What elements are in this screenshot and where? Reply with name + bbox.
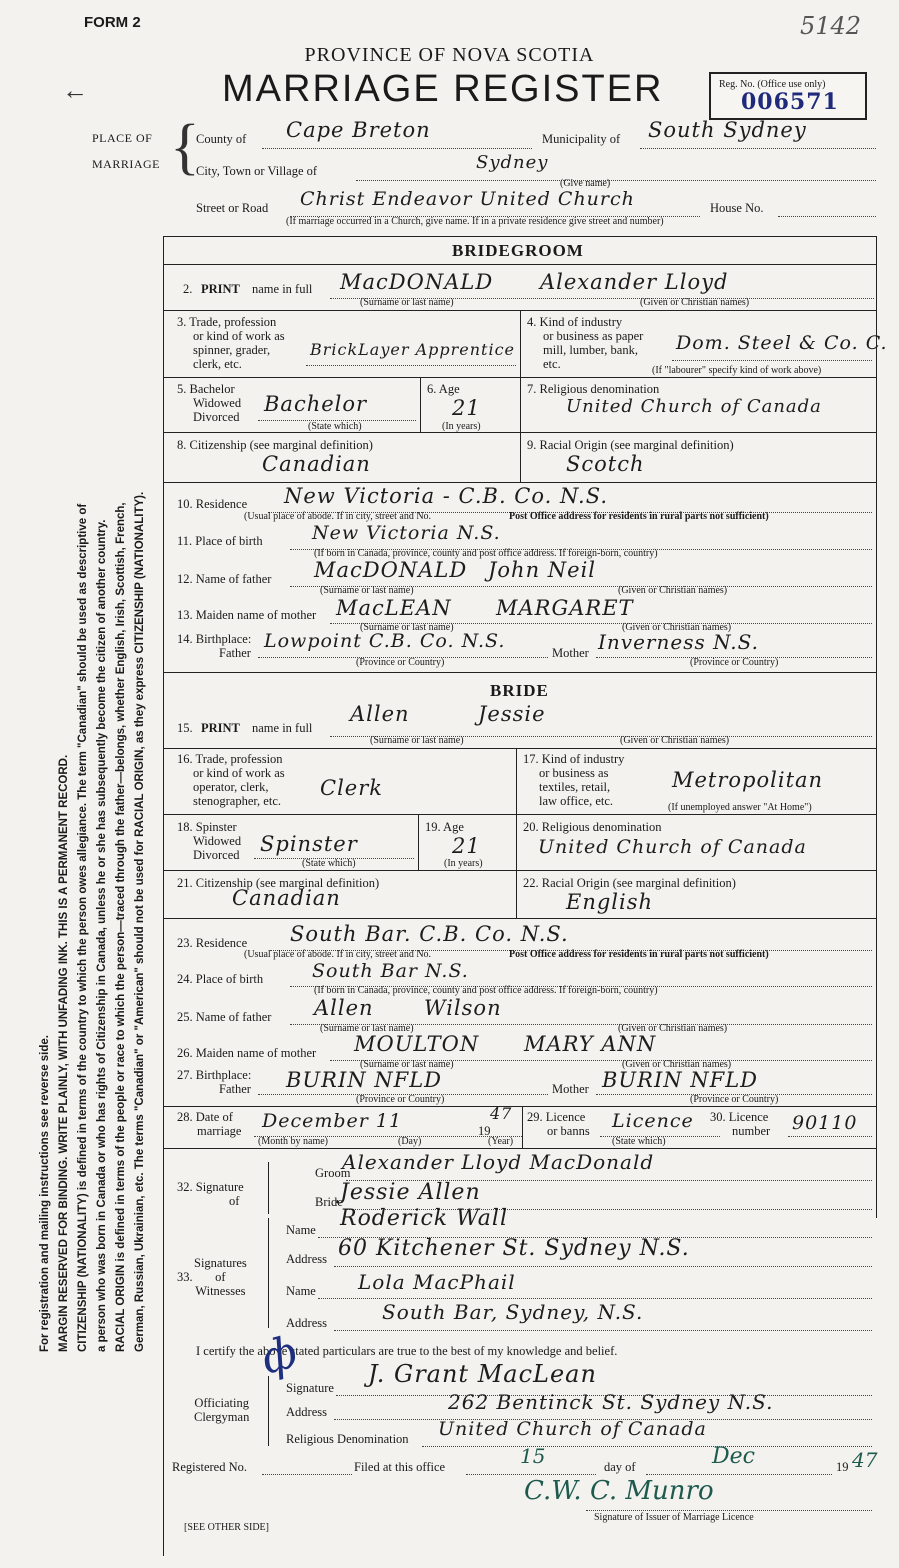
bride-given-caption: (Given or Christian names) [620, 735, 730, 746]
bride-mother-surname-caption: (Surname or last name) [360, 1059, 454, 1070]
field-4-note: (If "labourer" specify kind of work above) [652, 365, 822, 376]
filed-day: 15 [520, 1444, 546, 1468]
field-15-label: name in full [252, 721, 313, 735]
field-12-label: 12. Name of father [177, 572, 272, 586]
field-26-label: 26. Maiden name of mother [177, 1046, 317, 1060]
field-18-label: 18. Spinster Widowed Divorced [177, 820, 242, 862]
father-surname-caption: (Surname or last name) [320, 585, 414, 596]
bride-racial-origin: English [566, 890, 654, 914]
mother-given-caption: (Given or Christian names) [622, 622, 732, 633]
licence-number: 90110 [792, 1112, 858, 1134]
mother-surname-caption: (Surname or last name) [360, 622, 454, 633]
bride-mother-given-caption: (Given or Christian names) [622, 1059, 732, 1070]
province-heading: PROVINCE OF NOVA SCOTIA [304, 44, 595, 66]
field-15-number: 15. [177, 721, 193, 735]
field-7-label: 7. Religious denomination [527, 382, 660, 396]
bride-father-given-caption: (Given or Christian names) [618, 1023, 728, 1034]
witness1-address: 60 Kitchener St. Sydney N.S. [338, 1236, 690, 1261]
groom-birth-note: (If born in Canada, province, county and post office address. If foreign-born, country) [314, 548, 658, 559]
groom-residence: New Victoria - C.B. Co. N.S. [284, 484, 609, 508]
field-29-label: 29. Licence or banns [527, 1110, 590, 1138]
bride-religion: United Church of Canada [538, 836, 807, 858]
groom-res-note-b: Post Office address for residents in rural parts not sufficient) [509, 511, 769, 522]
field-33-label: Signatures of Witnesses [194, 1256, 247, 1298]
bridegroom-heading: BRIDEGROOM [452, 241, 584, 260]
clergy-address-label: Address [286, 1405, 327, 1419]
witness2-address-label: Address [286, 1316, 327, 1330]
groom-father-birthplace: Lowpoint C.B. Co. N.S. [264, 630, 506, 652]
witness2-name-label: Name [286, 1284, 316, 1298]
bride-father-given: Wilson [424, 996, 502, 1020]
groom-father-surname: MacDONALD [314, 558, 468, 582]
licence-state-caption: (State which) [612, 1136, 666, 1147]
groom-res-note-a: (Usual place of abode. If in city, street and No. [244, 511, 432, 522]
bride-heading: BRIDE [490, 681, 549, 700]
field-14-label: 14. Birthplace: Father [177, 632, 252, 660]
see-other-side: [SEE OTHER SIDE] [184, 1522, 269, 1533]
field-25-label: 25. Name of father [177, 1010, 272, 1024]
municipality-value: South Sydney [648, 118, 807, 142]
groom-given-caption: (Given or Christian names) [640, 297, 750, 308]
witness2-address: South Bar, Sydney, N.S. [382, 1300, 644, 1324]
field-24-label: 24. Place of birth [177, 972, 264, 986]
field-22-label: 22. Racial Origin (see marginal definition) [523, 876, 736, 890]
field-30-label: 30. Licence number [710, 1110, 771, 1138]
field-9-label: 9. Racial Origin (see marginal definition) [527, 438, 734, 452]
year-prefix: 19 [478, 1124, 491, 1138]
city-label: City, Town or Village of [196, 164, 318, 178]
bride-residence: South Bar. C.B. Co. N.S. [290, 922, 569, 946]
field-4-label: 4. Kind of industry or business as paper mill, lumber, bank, etc. [527, 315, 644, 371]
field-27-label: 27. Birthplace: Father [177, 1068, 252, 1096]
bride-trade: Clerk [320, 776, 383, 800]
bride-father-birthplace: BURIN NFLD [286, 1068, 443, 1092]
bride-birthplace: South Bar N.S. [312, 960, 469, 982]
bride-mother-prov-caption: (Province or Country) [690, 1094, 779, 1105]
field-16-label: 16. Trade, profession or kind of work as operator, clerk, stenographer, etc. [177, 752, 285, 808]
margin-line-4: a person who was born in Canada or who has rights of Citizenship in Canada, unless he or she has subsequently become the citizen of another country. [96, 519, 108, 1352]
street-value: Christ Endeavor United Church [300, 188, 635, 210]
bride-res-note-a: (Usual place of abode. If in city, street and No. [244, 949, 432, 960]
field-17-note: (If unemployed answer "At Home") [668, 802, 812, 813]
blue-pencil-mark: ф [255, 1326, 303, 1385]
field-28-label: 28. Date of marriage [177, 1110, 242, 1138]
clergy-signature: J. Grant MacLean [368, 1360, 597, 1388]
groom-mother-given: MARGARET [496, 596, 634, 620]
street-label: Street or Road [196, 201, 269, 215]
bride-surname: Allen [350, 702, 410, 726]
clergy-denomination-label: Religious Denomination [286, 1432, 409, 1446]
field-19-label: 19. Age [425, 820, 464, 834]
marriage-month-day: December 11 [262, 1110, 403, 1132]
clergy-address: 262 Bentinck St. Sydney N.S. [448, 1390, 774, 1414]
bride-signature: Jessie Allen [340, 1180, 481, 1205]
bride-father-surname-caption: (Surname or last name) [320, 1023, 414, 1034]
field-23-label: 23. Residence [177, 936, 248, 950]
county-value: Cape Breton [286, 118, 431, 142]
groom-age: 21 [452, 396, 481, 420]
page-title: MARRIAGE REGISTER [222, 68, 664, 110]
margin-line-1: For registration and mailing instructions see reverse side. [39, 1035, 51, 1352]
city-value: Sydney [476, 152, 549, 173]
bride-years-caption: (In years) [444, 858, 483, 869]
municipality-label: Municipality of [542, 132, 621, 146]
field-15-print: PRINT [201, 721, 240, 735]
registered-no-label: Registered No. [172, 1460, 247, 1474]
field-32-label: 32. Signature of [177, 1180, 244, 1208]
field-10-label: 10. Residence [177, 497, 248, 511]
field-13-label: 13. Maiden name of mother [177, 608, 317, 622]
registration-number-box [709, 72, 867, 120]
bride-birth-note: (If born in Canada, province, county and post office address. If foreign-born, country) [314, 985, 658, 996]
field-2-label: name in full [252, 282, 313, 296]
margin-line-2: MARGIN RESERVED FOR BINDING. WRITE PLAINLY, WITH UNFADING INK. THIS IS A PERMANENT RECORD. [58, 754, 70, 1352]
groom-birthplace: New Victoria N.S. [312, 522, 501, 544]
licence-or-banns: Licence [612, 1110, 694, 1132]
field-5-label: 5. Bachelor Widowed Divorced [177, 382, 242, 424]
bride-age: 21 [452, 834, 481, 858]
groom-years-caption: (In years) [442, 421, 481, 432]
mother-prov-caption: (Province or Country) [690, 657, 779, 668]
groom-mother-birthplace: Inverness N.S. [598, 630, 760, 654]
margin-line-5: RACIAL ORIGIN is defined in terms of the people or race to which the person—traced through the father—belongs, whether English, Irish, Scottish, French, [115, 502, 127, 1352]
groom-father-given: John Neil [488, 558, 597, 582]
groom-industry: Dom. Steel & Co. C. [676, 332, 888, 354]
groom-racial-origin: Scotch [566, 452, 645, 476]
bride-mother-surname: MOULTON [354, 1032, 480, 1056]
clergy-denomination: United Church of Canada [438, 1418, 707, 1440]
field-3-label: 3. Trade, profession or kind of work as spinner, grader, clerk, etc. [177, 315, 285, 371]
form-number: FORM 2 [84, 14, 141, 31]
bride-citizenship: Canadian [232, 886, 341, 910]
groom-citizenship: Canadian [262, 452, 371, 476]
house-no-label: House No. [710, 201, 764, 215]
bride-surname-caption: (Surname or last name) [370, 735, 464, 746]
bride-mother-label: Mother [552, 1082, 589, 1096]
marriage-year: 47 [490, 1104, 513, 1123]
groom-surname: MacDONALD [340, 270, 494, 294]
bride-industry: Metropolitan [672, 768, 824, 792]
marriage-heading: MARRIAGE [92, 157, 161, 171]
margin-line-3: CITIZENSHIP (NATIONALITY) is defined in terms of the country to which the person owes allegiance. The term "Canadian" should be used as descriptive of [77, 503, 89, 1352]
margin-text-block [36, 32, 153, 1352]
day-of-label: day of [604, 1460, 636, 1474]
brace-icon: { [170, 113, 200, 181]
page-number: 5142 [800, 12, 862, 40]
groom-status: Bachelor [264, 392, 368, 416]
filed-label: Filed at this office [354, 1460, 446, 1474]
bride-status: Spinster [260, 832, 358, 856]
groom-mother-surname: MacLEAN [336, 596, 452, 620]
issuer-label: Signature of Issuer of Marriage Licence [594, 1512, 754, 1523]
clergy-signature-label: Signature [286, 1381, 334, 1395]
filed-year: 47 [852, 1448, 878, 1472]
bride-mother-birthplace: BURIN NFLD [602, 1068, 759, 1092]
reg-no-label: Reg. No. (Office use only) [719, 79, 826, 90]
filed-year-prefix: 19 [836, 1460, 849, 1474]
county-label: County of [196, 132, 247, 146]
groom-state-caption: (State which) [308, 421, 362, 432]
give-name-caption: (Give name) [560, 178, 611, 189]
field-21-label: 21. Citizenship (see marginal definition) [177, 876, 380, 890]
witness1-name-label: Name [286, 1223, 316, 1237]
day-caption: (Day) [398, 1136, 422, 1147]
place-note: (If marriage occurred in a Church, give name. If in a private residence give street and number) [286, 216, 664, 227]
bride-given: Jessie [478, 702, 546, 726]
groom-given: Alexander Lloyd [540, 270, 729, 294]
filed-month: Dec [712, 1444, 755, 1469]
field-2-number: 2. [183, 282, 193, 296]
field-2-print: PRINT [201, 282, 240, 296]
groom-religion: United Church of Canada [566, 396, 822, 417]
field-8-label: 8. Citizenship (see marginal definition) [177, 438, 373, 452]
bride-father-prov-caption: (Province or Country) [356, 1094, 445, 1105]
field-11-label: 11. Place of birth [177, 534, 263, 548]
bride-father-surname: Allen [314, 996, 374, 1020]
form-left-border [163, 236, 164, 1556]
bride-res-note-b: Post Office address for residents in rural parts not sufficient) [509, 949, 769, 960]
officiating-label: Officiating Clergyman [194, 1396, 250, 1424]
father-prov-caption: (Province or Country) [356, 657, 445, 668]
bride-mother-given: MARY ANN [524, 1032, 657, 1056]
bride-sig-label: Bride [315, 1195, 343, 1209]
mother-label: Mother [552, 646, 589, 660]
reg-no-value: 006571 [741, 89, 839, 115]
groom-signature: Alexander Lloyd MacDonald [342, 1150, 655, 1174]
place-of-heading: PLACE OF [92, 131, 153, 145]
witness1-name: Roderick Wall [340, 1206, 508, 1231]
groom-sig-label: Groom [315, 1166, 351, 1180]
witness2-name: Lola MacPhail [358, 1270, 516, 1294]
groom-trade: BrickLayer Apprentice [310, 340, 516, 359]
bride-state-caption: (State which) [302, 858, 356, 869]
arrow-mark-icon: ← [62, 76, 88, 105]
groom-surname-caption: (Surname or last name) [360, 297, 454, 308]
field-17-label: 17. Kind of industry or business as textiles, retail, law office, etc. [523, 752, 625, 808]
field-6-label: 6. Age [427, 382, 460, 396]
margin-line-6: German, Russian, Ukrainian, etc. The terms "Canadian" or "American" should not be used for RACIAL ORIGIN, as they express CITIZENSHIP (NATIONALITY). [134, 491, 146, 1352]
father-given-caption: (Given or Christian names) [618, 585, 728, 596]
month-caption: (Month by name) [258, 1136, 328, 1147]
field-33-number: 33. [177, 1270, 193, 1284]
field-20-label: 20. Religious denomination [523, 820, 662, 834]
witness1-address-label: Address [286, 1252, 327, 1266]
certify-statement: I certify the above stated particulars are true to the best of my knowledge and belief. [196, 1344, 618, 1358]
issuer-signature: C.W. C. Munro [524, 1476, 714, 1506]
year-caption: (Year) [488, 1136, 514, 1147]
